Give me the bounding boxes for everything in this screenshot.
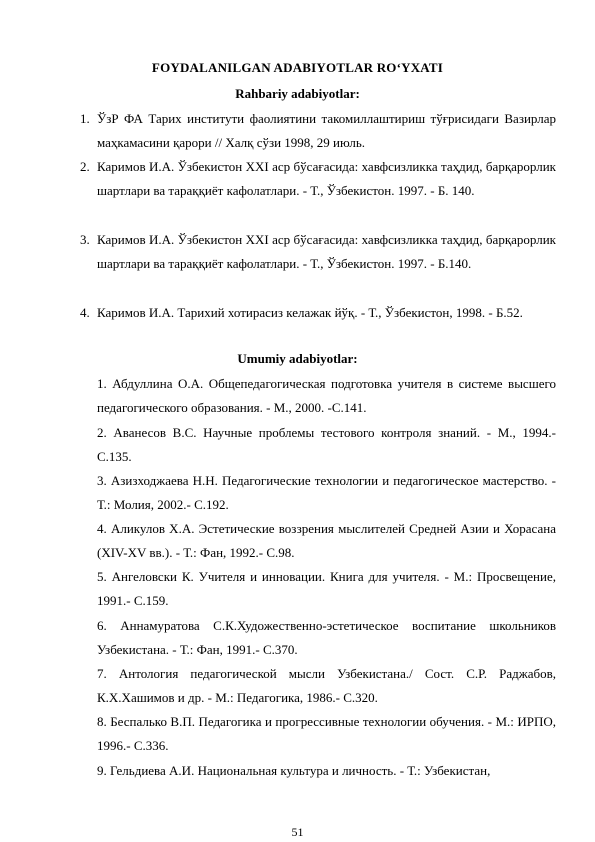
list-item: 7. Антология педагогической мысли Узбекистана./ Сост. С.Р. Раджабов, К.Х.Хашимов и др. - М.: Педагогика, 1986.- С.320.	[97, 666, 556, 706]
item-number: 4.	[80, 305, 90, 320]
list-item: 4. Аликулов Х.А. Эстетические воззрения мыслителей Средней Азии и Хорасана (XIV-XV вв.). - Т.: Фан, 1992.- С.98.	[97, 521, 556, 561]
page-number: 51	[291, 825, 304, 839]
item-number: 2.	[80, 159, 90, 174]
list-item: 3. Азизходжаева Н.Н. Педагогические технологии и педагогическое мастерство. - Т.: Молия, 2002.- С.192.	[97, 473, 556, 513]
list-item	[80, 155, 556, 203]
list-item	[80, 228, 556, 276]
section-heading-primary: Rahbariy adabiyotlar:	[235, 86, 360, 101]
item-text: Каримов И.А. Ўзбекистон XXI аср бўсағасида: хавфсизликка таҳдид, барқарорлик шартлари ва тараққиёт кафолатлари. - Т., Ўзбекистон. 1997. - Б.140.	[97, 232, 556, 272]
list-item: 2. Аванесов В.С. Научные проблемы тестового контроля знаний. - М., 1994.- С.135.	[97, 425, 556, 465]
list-item: 9. Гельдиева А.И. Национальная культура и личность. - Т.: Узбекистан,	[97, 763, 491, 778]
list-item	[80, 107, 556, 155]
item-text: Каримов И.А. Ўзбекистон XXI аср бўсағасида: хавфсизликка таҳдид, барқарорлик шартлари ва тараққиёт кафолатлари. - Т., Ўзбекистон. 1997. - Б. 140.	[97, 159, 556, 199]
page-title: FOYDALANILGAN ADABIYOTLAR RO‘YXATI	[151, 60, 444, 75]
list-item	[80, 301, 556, 325]
list-item: 1. Абдуллина О.А. Общепедагогическая подготовка учителя в системе высшего педагогического образования. - М., 2000. -С.141.	[97, 376, 556, 416]
item-text: ЎзР ФА Тарих институти фаолиятини такомиллаштириш тўғрисидаги Вазирлар маҳкамасини қарори // Халқ сўзи 1998, 29 июль.	[97, 111, 556, 151]
list-item: 8. Беспалько В.П. Педагогика и прогрессивные технологии обучения. - М.: ИРПО, 1996.- С.336.	[97, 714, 556, 754]
item-text: Каримов И.А. Тарихий хотирасиз келажак йўқ. - Т., Ўзбекистон, 1998. - Б.52.	[97, 305, 523, 320]
item-number: 3.	[80, 232, 90, 247]
section-heading-general: Umumiy adabiyotlar:	[237, 351, 358, 366]
item-number: 1.	[80, 111, 90, 126]
list-item: 5. Ангеловски К. Учителя и инновации. Книга для учителя. - М.: Просвещение, 1991.- С.159.	[97, 569, 556, 609]
list-item: 6. Аннамуратова С.К.Художественно-эстетическое воспитание школьников Узбекистана. - Т.: Фан, 1991.- С.370.	[97, 618, 556, 658]
